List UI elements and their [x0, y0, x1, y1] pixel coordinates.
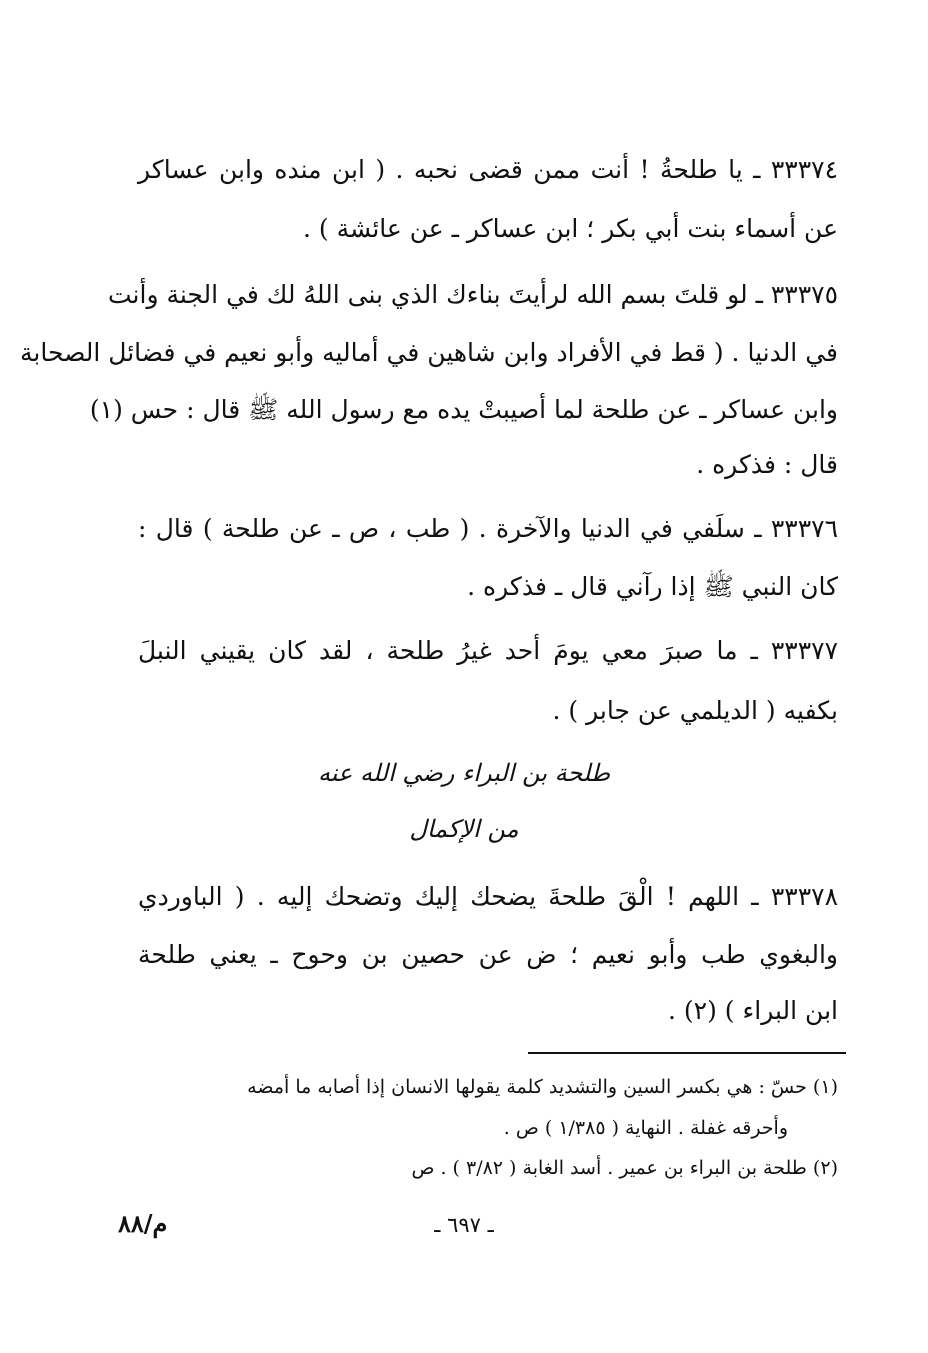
hadith-33377-line-2: بكفيه ( الديلمي عن جابر ) . [552, 696, 838, 725]
hadith-33378-line-2: والبغوي طب وأبو نعيم ؛ ض عن حصين بن وحوح ـ يعني طلحة [138, 940, 838, 969]
hadith-33375-line-2: في الدنيا . ( قط في الأفراد وابن شاهين في أماليه وأبو نعيم في فضائل الصحابة [19, 338, 838, 367]
hadith-33374-line-1: ٣٣٣٧٤ ـ يا طلحةُ ! أنت ممن قضى نحبه . ( ابن منده وابن عساكر [138, 155, 838, 184]
hadith-33376-line-2: كان النبي ﷺ إذا رآني قال ـ فذكره . [467, 572, 838, 601]
hadith-33375-line-4: قال : فذكره . [696, 450, 838, 479]
section-heading-title: طلحة بن البراء رضي الله عنه [317, 759, 611, 787]
footnote-1-line-2: وأحرقه غفلة . النهاية ( ١/٣٨٥ ) ص . [503, 1117, 788, 1139]
hadith-33375-line-1: ٣٣٣٧٥ ـ لو قلتَ بسم الله لرأيتَ بناءك الذي بنى اللهُ لك في الجنة وأنت [108, 280, 838, 309]
page-number: ـ ٦٩٧ ـ [434, 1213, 494, 1237]
footnote-1-line-1: (١) حسّ : هي بكسر السين والتشديد كلمة يقولها الانسان إذا أصابه ما أمضه [247, 1076, 838, 1098]
hadith-33374-line-2: عن أسماء بنت أبي بكر ؛ ابن عساكر ـ عن عائشة ) . [303, 214, 838, 243]
footnote-2: (٢) طلحة بن البراء بن عمير . أسد الغابة ( ٣/٨٢ ) . ص [411, 1157, 838, 1179]
hadith-33375-line-3: وابن عساكر ـ عن طلحة لما أصيبتْ يده مع رسول الله ﷺ قال : حس (١) [89, 395, 838, 424]
footnote-separator [528, 1052, 846, 1054]
hadith-33376-line-1: ٣٣٣٧٦ ـ سلَفي في الدنيا والآخرة . ( طب ، ص ـ عن طلحة ) قال : [138, 514, 838, 543]
hadith-33378-line-3: ابن البراء ) (٢) . [668, 996, 838, 1025]
hadith-33378-line-1: ٣٣٣٧٨ ـ اللهم ! الْقَ طلحةَ يضحك إليك وتضحك إليه . ( الباوردي [138, 882, 838, 911]
signature-mark: م/٨٨ [118, 1209, 168, 1238]
section-heading-subtitle: من الإكمال [409, 815, 519, 843]
hadith-33377-line-1: ٣٣٣٧٧ ـ ما صبرَ معي يومَ أحد غيرُ طلحة ، لقد كان يقيني النبلَ [138, 636, 838, 665]
